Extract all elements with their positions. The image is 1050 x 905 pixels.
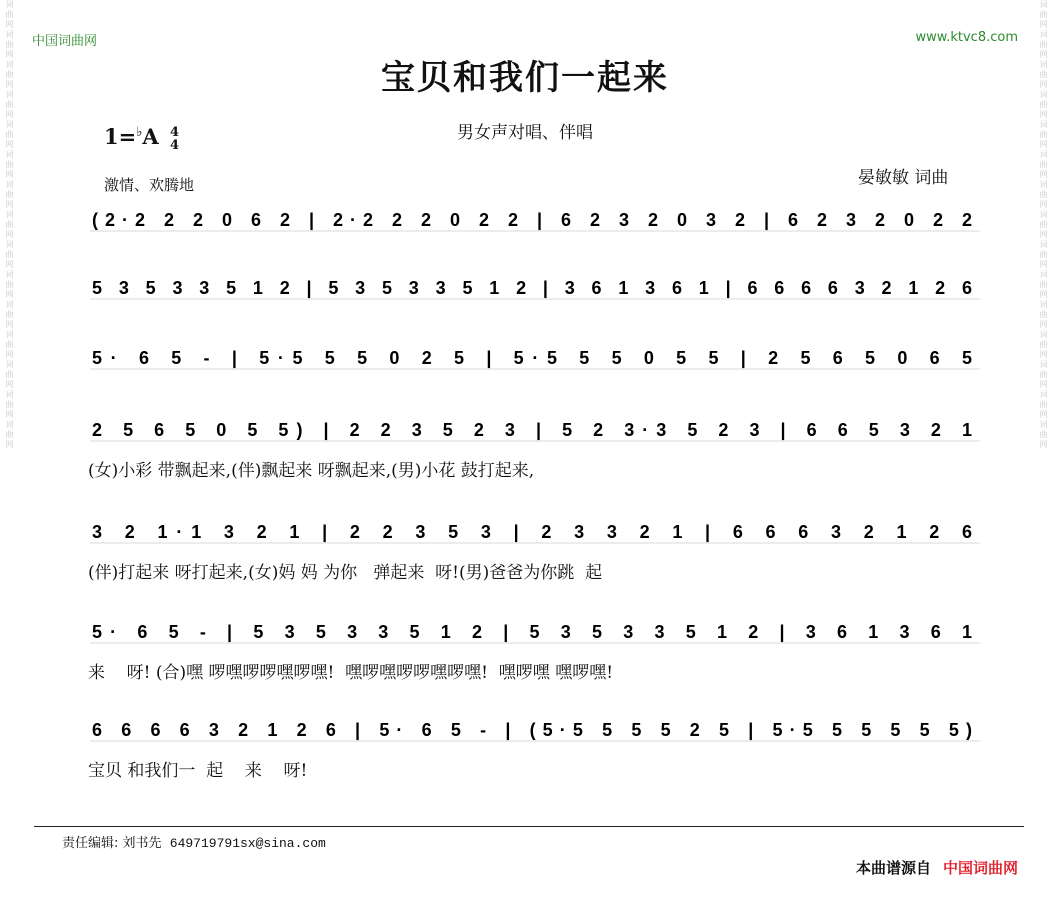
score-line-7-svg [90, 710, 990, 750]
key-label: 1= [104, 124, 137, 149]
song-title: 宝贝和我们一起来 [381, 58, 669, 98]
key-signature [104, 124, 179, 152]
score-line-7 [90, 710, 990, 750]
flat-symbol: ♭ [136, 125, 143, 140]
score-line-3 [90, 338, 990, 378]
watermark-right: 词曲网词曲网词曲网词曲网词曲网词曲网词曲网词曲网词曲网词曲网词曲网词曲网词曲网词曲网词曲网 [1039, 0, 1048, 450]
author-credit: 晏敏敏 词曲 [858, 168, 949, 188]
score-line-6-notes: 5· 6 5 - | 5 3 5 3 3 5 1 2 | 5 3 5 3 3 5 1 2 | 3 6 1 3 6 1 [92, 622, 972, 642]
score-line-4-svg [90, 410, 990, 450]
score-line-3-notes: 5· 6 5 - | 5·5 5 5 0 2 5 | 5·5 5 5 0 5 5 | 2 5 6 5 0 6 5 [92, 348, 972, 368]
source-site-link[interactable]: 中国词曲网 [942, 859, 1018, 877]
key-note: A [142, 124, 159, 149]
tempo-marking: 激情、欢腾地 [104, 176, 195, 194]
meter-bottom: 4 [169, 137, 180, 153]
source-label: 本曲谱源自 [855, 859, 931, 877]
score-line-5-notes: 3 2 1·1 3 2 1 | 2 2 3 5 3 | 2 3 3 2 1 | 6 6 6 3 2 1 2 6 [92, 522, 972, 542]
editor-email: 649719791sx@sina.com [169, 836, 326, 851]
source-credit [856, 857, 1018, 878]
score-line-1 [90, 200, 990, 240]
score-line-2 [90, 268, 990, 308]
site-name-left: 中国词曲网 [32, 34, 98, 49]
score-line-5 [90, 512, 990, 552]
lyric-line-5: (伴)打起来 呀打起来,(女)妈 妈 为你 弹起来 呀!(男)爸爸为你跳 起 [88, 563, 603, 583]
score-line-2-notes: 5 3 5 3 3 5 1 2 | 5 3 5 3 3 5 1 2 | 3 6 1 3 6 1 | 6 6 6 6 3 2 1 2 6 [92, 278, 973, 298]
score-line-1-svg [90, 200, 990, 240]
score-line-7-notes: 6 6 6 6 3 2 1 2 6 | 5· 6 5 - | (5·5 5 5 5 2 5 | 5·5 5 5 5 5 5) [92, 720, 973, 740]
score-line-6-svg [90, 612, 990, 652]
meter-top: 4 [169, 124, 180, 140]
song-subtitle: 男女声对唱、伴唱 [457, 123, 593, 143]
editor-credit [62, 832, 326, 851]
score-line-4 [90, 410, 990, 450]
time-signature [170, 126, 179, 152]
score-line-4-notes: 2 5 6 5 0 5 5) | 2 2 3 5 2 3 | 5 2 3·3 5 2 3 | 6 6 5 3 2 1 [92, 420, 973, 440]
score-line-1-notes: (2·2 2 2 0 6 2 | 2·2 2 2 0 2 2 | 6 2 3 2 0 3 2 | 6 2 3 2 0 2 2 [92, 210, 972, 230]
score-line-6 [90, 612, 990, 652]
site-url-right: www.ktvc8.com [915, 30, 1018, 45]
lyric-line-6: 来 呀! (合)嘿 啰嘿啰啰嘿啰嘿! 嘿啰嘿啰啰嘿啰嘿! 嘿啰嘿 嘿啰嘿! [88, 663, 614, 683]
score-line-2-svg [90, 268, 990, 308]
editor-label: 责任编辑: 刘书先 [62, 836, 162, 851]
score-line-5-svg [90, 512, 990, 552]
lyric-line-7: 宝贝 和我们一 起 来 呀! [88, 761, 308, 781]
watermark-left: 词曲网词曲网词曲网词曲网词曲网词曲网词曲网词曲网词曲网词曲网词曲网词曲网词曲网词曲网词曲网 [5, 0, 14, 450]
footer-divider [34, 826, 1024, 827]
score-line-3-svg [90, 338, 990, 378]
lyric-line-4: (女)小彩 带飘起来,(伴)飘起来 呀飘起来,(男)小花 鼓打起来, [88, 461, 535, 481]
